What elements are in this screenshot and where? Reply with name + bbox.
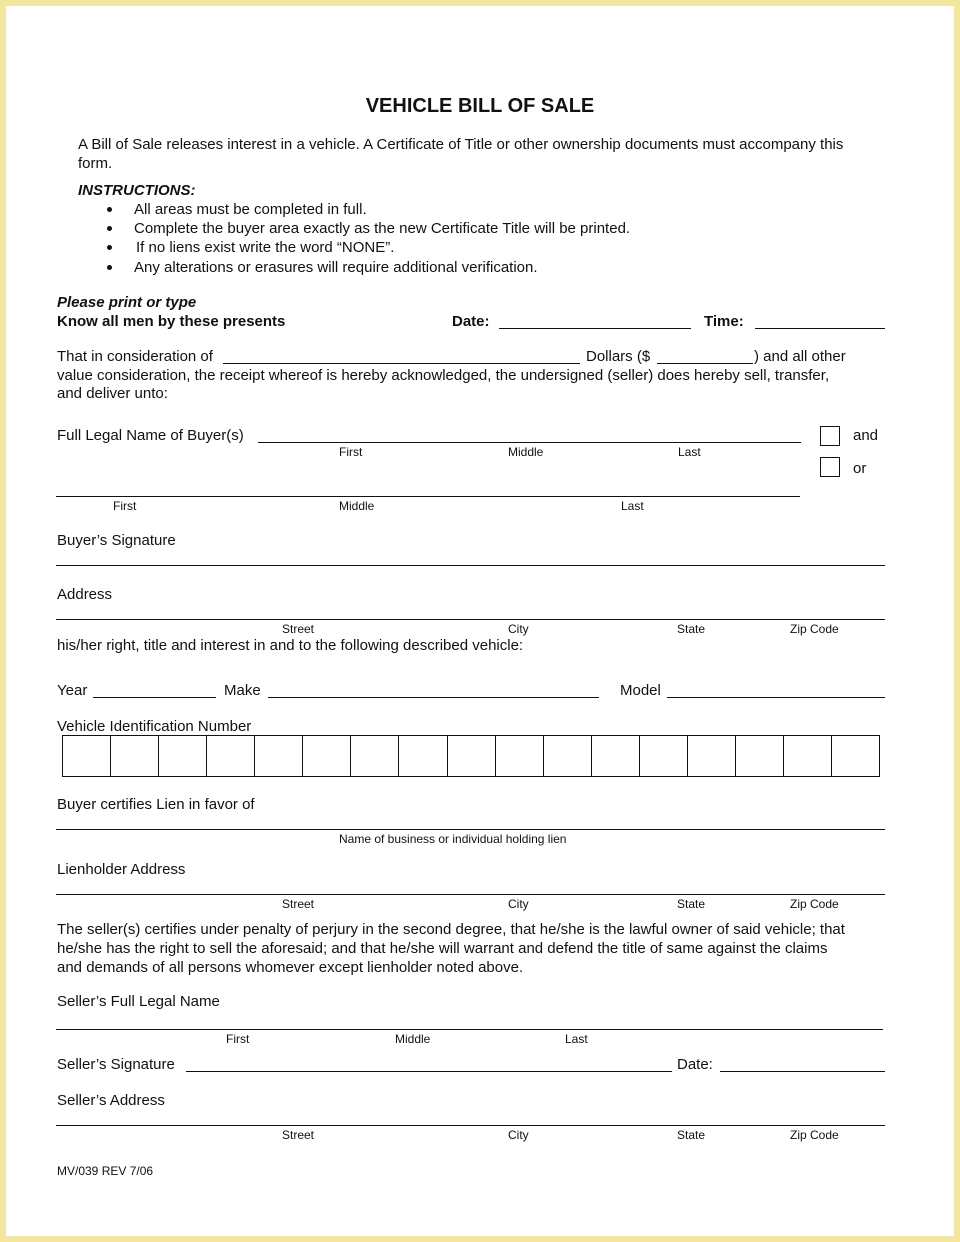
lien-label: Buyer certifies Lien in favor of xyxy=(57,796,255,813)
form-code: MV/039 REV 7/06 xyxy=(57,1164,154,1178)
consideration-text: That in consideration of xyxy=(57,348,213,365)
buyer-signature-field[interactable] xyxy=(56,565,885,566)
vin-cell[interactable] xyxy=(592,736,640,776)
sub-label-state: State xyxy=(677,897,706,911)
consideration-text-end: ) and all other xyxy=(754,348,846,365)
seller-date-label: Date: xyxy=(677,1056,713,1073)
please-print-label: Please print or type xyxy=(57,294,197,311)
make-field[interactable] xyxy=(268,697,599,698)
model-label: Model xyxy=(620,682,661,699)
vin-label: Vehicle Identification Number xyxy=(57,718,252,735)
sub-label-street: Street xyxy=(282,1128,315,1142)
vin-cell[interactable] xyxy=(448,736,496,776)
vin-cell[interactable] xyxy=(832,736,879,776)
model-field[interactable] xyxy=(667,697,885,698)
vin-cell[interactable] xyxy=(544,736,592,776)
sub-label-state: State xyxy=(677,622,706,636)
instructions-heading: INSTRUCTIONS: xyxy=(78,182,196,199)
consideration-line-3: and deliver unto: xyxy=(57,385,168,402)
vin-cell[interactable] xyxy=(159,736,207,776)
sub-label-city: City xyxy=(508,897,529,911)
year-field[interactable] xyxy=(93,697,216,698)
dollars-label: Dollars ($ xyxy=(586,348,651,365)
and-label: and xyxy=(853,427,879,444)
vin-cell[interactable] xyxy=(255,736,303,776)
buyer-signature-label: Buyer’s Signature xyxy=(57,532,176,549)
intro-line-1: A Bill of Sale releases interest in a vehicle. A Certificate of Title or other ownership documents must accompany this xyxy=(78,136,844,153)
buyer-address-field[interactable] xyxy=(56,619,885,620)
instruction-item: Any alterations or erasures will require additional verification. xyxy=(134,259,538,276)
vin-cell[interactable] xyxy=(207,736,255,776)
lienholder-sub-label: Name of business or individual holding lien xyxy=(339,832,567,846)
know-all-label: Know all men by these presents xyxy=(57,313,286,330)
sub-label-middle: Middle xyxy=(339,499,375,513)
sub-label-zip: Zip Code xyxy=(790,1128,839,1142)
time-field[interactable] xyxy=(755,328,885,329)
sub-label-last: Last xyxy=(621,499,644,513)
vin-cell[interactable] xyxy=(640,736,688,776)
certification-line-1: The seller(s) certifies under penalty of perjury in the second degree, that he/she is the lawful owner of said vehicle; that xyxy=(57,921,845,938)
buyer-name-label: Full Legal Name of Buyer(s) xyxy=(57,427,244,444)
seller-signature-field[interactable] xyxy=(186,1071,672,1072)
sub-label-city: City xyxy=(508,622,529,636)
vin-cell[interactable] xyxy=(351,736,399,776)
sub-label-first: First xyxy=(339,445,363,459)
or-checkbox[interactable] xyxy=(820,457,840,477)
seller-address-label: Seller’s Address xyxy=(57,1092,165,1109)
lienholder-name-field[interactable] xyxy=(56,829,885,830)
time-label: Time: xyxy=(704,313,744,330)
buyer-name-field-2[interactable] xyxy=(56,496,800,497)
sub-label-first: First xyxy=(113,499,137,513)
sub-label-zip: Zip Code xyxy=(790,622,839,636)
vin-cell[interactable] xyxy=(399,736,447,776)
vin-cell[interactable] xyxy=(736,736,784,776)
instruction-item: Complete the buyer area exactly as the new Certificate Title will be printed. xyxy=(134,220,631,237)
bullet-icon xyxy=(107,265,112,270)
vin-field xyxy=(62,735,880,777)
bullet-icon xyxy=(107,207,112,212)
instruction-item: If no liens exist write the word “NONE”. xyxy=(136,239,395,256)
sub-label-first: First xyxy=(226,1032,250,1046)
vin-cell[interactable] xyxy=(688,736,736,776)
date-field[interactable] xyxy=(499,328,691,329)
page-title: VEHICLE BILL OF SALE xyxy=(365,95,595,117)
lienholder-address-label: Lienholder Address xyxy=(57,861,186,878)
vin-cell[interactable] xyxy=(111,736,159,776)
intro-line-2: form. xyxy=(78,155,113,172)
certification-line-2: he/she has the right to sell the aforesaid; and that he/she will warrant and defend the title of same against the claims xyxy=(57,940,828,957)
sub-label-city: City xyxy=(508,1128,529,1142)
vin-cell[interactable] xyxy=(63,736,111,776)
vehicle-intro: his/her right, title and interest in and to the following described vehicle: xyxy=(57,637,524,654)
vin-cell[interactable] xyxy=(496,736,544,776)
sub-label-middle: Middle xyxy=(508,445,544,459)
sub-label-street: Street xyxy=(282,622,315,636)
consideration-line-2: value consideration, the receipt whereof is hereby acknowledged, the undersigned (seller) does hereby sell, transfer, xyxy=(57,367,830,384)
sub-label-zip: Zip Code xyxy=(790,897,839,911)
instruction-item: All areas must be completed in full. xyxy=(134,201,367,218)
consideration-amount-words-field[interactable] xyxy=(223,363,580,364)
bullet-icon xyxy=(107,245,112,250)
buyer-address-label: Address xyxy=(57,586,113,603)
sub-label-last: Last xyxy=(565,1032,588,1046)
sub-label-last: Last xyxy=(678,445,701,459)
bullet-icon xyxy=(107,226,112,231)
vin-cell[interactable] xyxy=(303,736,351,776)
seller-name-field[interactable] xyxy=(56,1029,883,1030)
or-label: or xyxy=(853,460,867,477)
certification-line-3: and demands of all persons whomever except lienholder noted above. xyxy=(57,959,524,976)
sub-label-middle: Middle xyxy=(395,1032,431,1046)
year-label: Year xyxy=(57,682,88,699)
vin-cell[interactable] xyxy=(784,736,832,776)
sub-label-street: Street xyxy=(282,897,315,911)
buyer-name-field-1[interactable] xyxy=(258,442,801,443)
seller-address-field[interactable] xyxy=(56,1125,885,1126)
make-label: Make xyxy=(224,682,261,699)
seller-date-field[interactable] xyxy=(720,1071,885,1072)
lienholder-address-field[interactable] xyxy=(56,894,885,895)
and-checkbox[interactable] xyxy=(820,426,840,446)
date-label: Date: xyxy=(452,313,490,330)
seller-signature-label: Seller’s Signature xyxy=(57,1056,175,1073)
consideration-amount-field[interactable] xyxy=(657,363,753,364)
seller-name-label: Seller’s Full Legal Name xyxy=(57,993,220,1010)
sub-label-state: State xyxy=(677,1128,706,1142)
